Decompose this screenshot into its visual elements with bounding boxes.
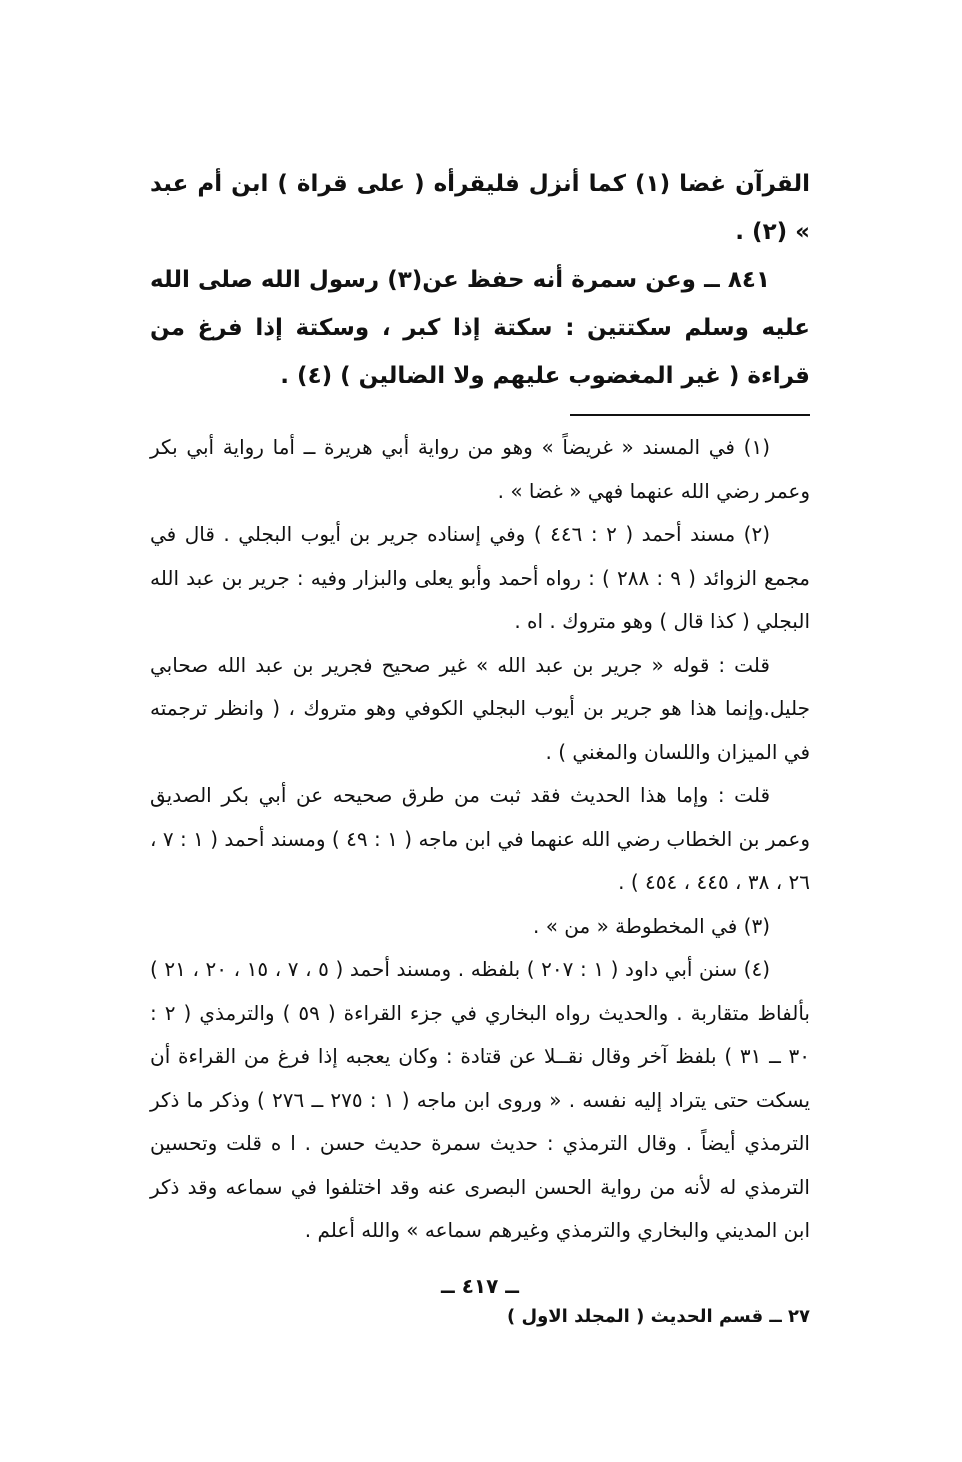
footnote-2-note-b: قلت : وإما هذا الحديث فقد ثبت من طرق صحيحه عن أبي بكر الصديق وعمر بن الخطاب رضي الله عنهما في ابن ماجه ( ١ : ٤٩ ) ومسند أحمد ( ١ : ٧ ، ٢٦ ، ٣٨ ، ٤٤٥ ، ٤٥٤ ) . [150,783,811,894]
footnote-2: (٢) مسند أحمد ( ٢ : ٤٤٦ ) وفي إسناده جرير بن أيوب البجلي . قال في مجمع الزوائد ( ٩ : ٢٨٨ ) : رواه أحمد وأبو يعلى والبزار وفيه : جرير بن عبد الله البجلي ( كذا قال ) وهو متروك . اه . [150,522,811,633]
main-paragraph-2: ٨٤١ ــ وعن سمرة أنه حفظ عن(٣) رسول الله صلى الله عليه وسلم سكتتين : سكتة إذا كبر ، وسكتة إذا فرغ من قراءة ( غير المغضوب عليهم ولا الضالين ) (٤) . [150,267,810,389]
footnote-1: (١) في المسند « غريضاً » وهو من رواية أبي هريرة ــ أما رواية أبي بكر وعمر رضي الله عنهما فهي « غضا » . [150,435,810,503]
footnote-3: (٣) في المخطوطة « من » . [532,913,770,938]
page-content [150,160,810,1331]
footnote-4: (٤) سنن أبي داود ( ١ : ٢٠٧ ) بلفظه . ومسند أحمد ( ٥ ، ٧ ، ١٥ ، ٢٠ ، ٢١ ) بألفاظ متقاربة . والحديث رواه البخاري في جزء القراءة ( ٥٩ ) والترمذي ( ٢ : ٣٠ ــ ٣١ ) بلفظ آخر وقال نقــلا عن قتادة : وكان يعجبه إذا فرغ من القراءة أن يسكت حتى يتراد إليه نفسه . « وروى ابن ماجه ( ١ : ٢٧٥ ــ ٢٧٦ ) وذكر ما ذكر الترمذي أيضاً . وقال الترمذي : حديث سمرة حديث حسن . ا ه قلت وتحسين الترمذي له لأنه من رواية الحسن البصرى عنه وقد اختلفوا في سماعه وقد ذكر ابن المديني والبخاري والترمذي وغيرهم سماعه » والله أعلم . [150,957,811,1242]
main-text [150,160,810,400]
signature-line: ٢٧ ــ قسم الحديث ( المجلد الاول ) [506,1305,810,1327]
main-paragraph-1: القرآن غضا (١) كما أنزل فليقرأه ( على قراة ) ابن أم عبد » (٢) . [150,171,810,245]
footnotes [150,426,810,1253]
page-number: ــ ٤١٧ ــ [441,1273,519,1298]
footnote-2-note-a: قلت : قوله « جرير بن عبد الله » غير صحيح فجرير بن عبد الله صحابي جليل.وإنما هذا هو جرير بن أيوب البجلي الكوفي وهو متروك ، ( وانظر ترجمته في الميزان واللسان والمغني ) . [150,652,810,764]
footnote-divider [570,414,810,416]
